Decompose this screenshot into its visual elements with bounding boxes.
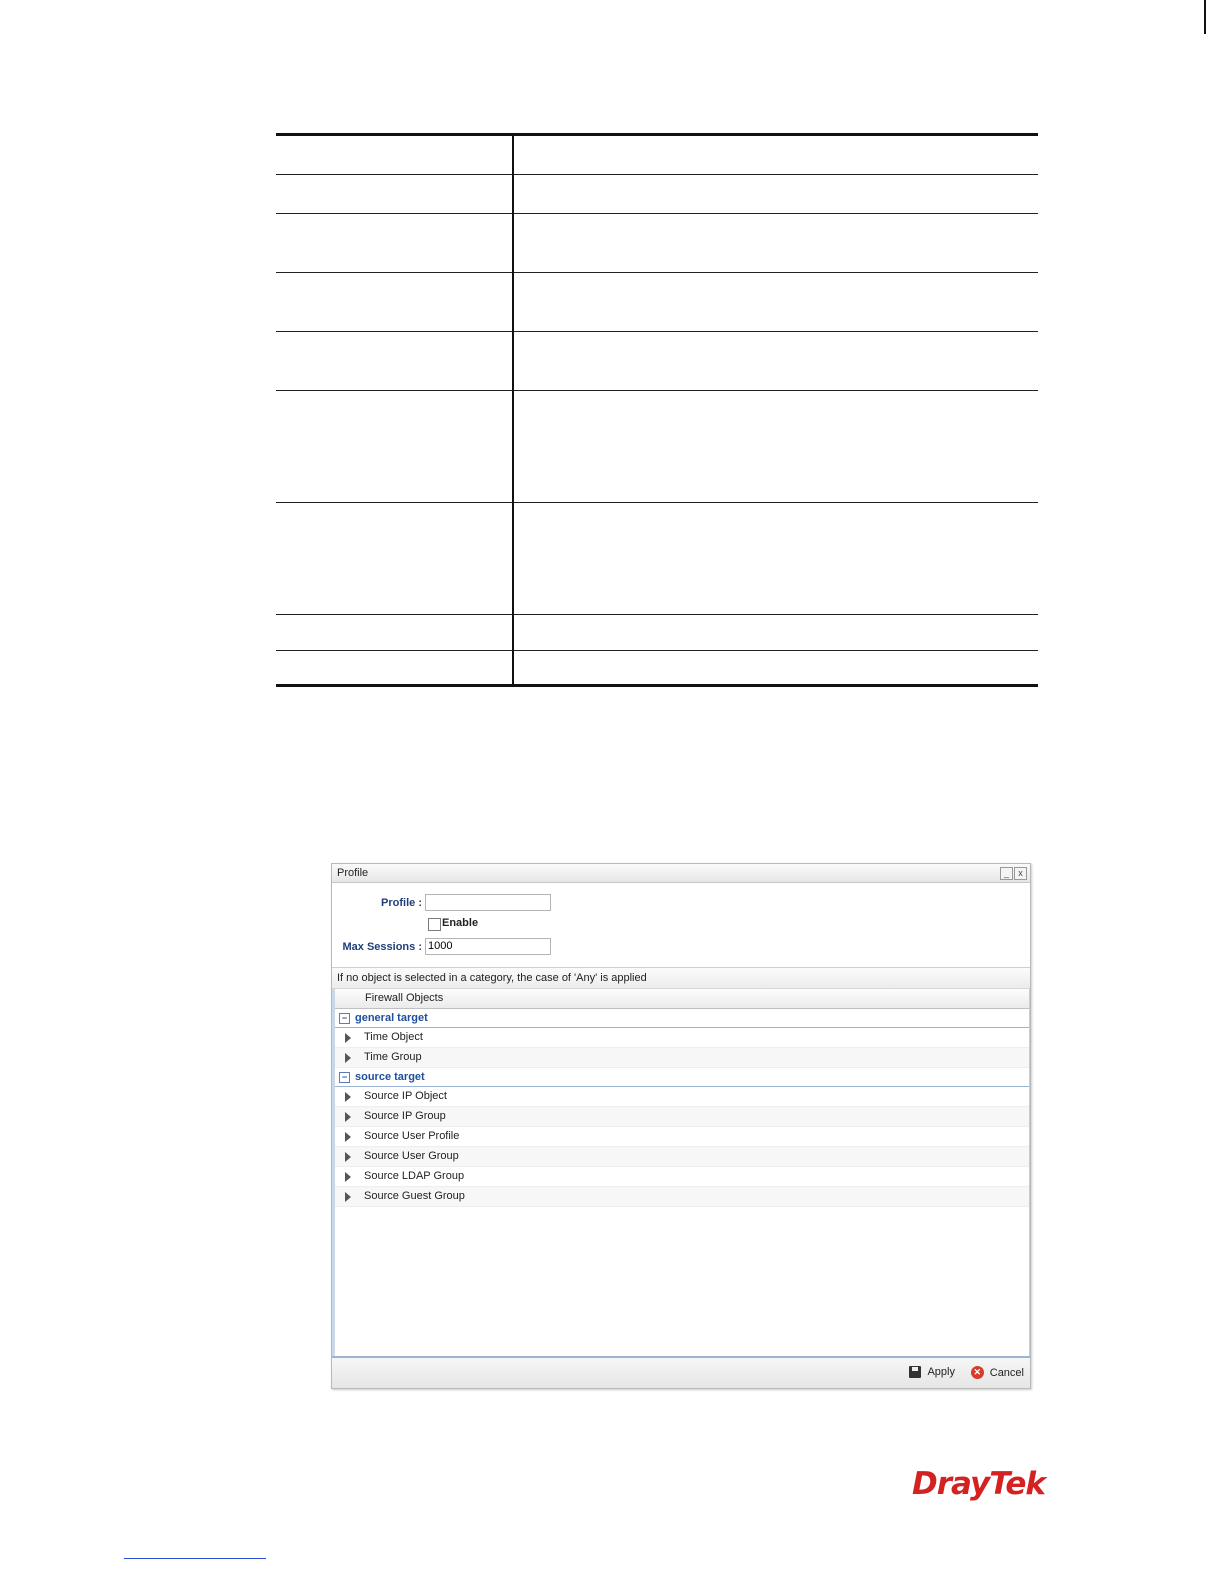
list-item[interactable]: [335, 1107, 1029, 1127]
enable-checkbox[interactable]: [428, 918, 441, 931]
item-label: Source IP Group: [364, 1110, 446, 1122]
group-label: source target: [355, 1071, 425, 1083]
expand-arrow-icon[interactable]: [345, 1092, 351, 1102]
table-row: [276, 175, 1038, 214]
window-footer: [332, 1356, 1030, 1388]
profile-form: [332, 883, 1030, 968]
expand-arrow-icon[interactable]: [345, 1053, 351, 1063]
list-item[interactable]: [335, 1028, 1029, 1048]
item-label: Time Group: [364, 1051, 422, 1063]
expand-arrow-icon[interactable]: [345, 1112, 351, 1122]
list-item[interactable]: [335, 1147, 1029, 1167]
expand-arrow-icon[interactable]: [345, 1033, 351, 1043]
info-bar: If no object is selected in a category, the case of 'Any' is applied: [332, 968, 1030, 989]
enable-label: Enable: [442, 917, 479, 929]
collapse-icon[interactable]: −: [339, 1013, 350, 1024]
table-row: [276, 391, 1038, 503]
description-table: [276, 133, 1038, 687]
group-source-target[interactable]: [335, 1068, 1029, 1087]
close-icon[interactable]: x: [1014, 867, 1027, 880]
firewall-objects-grid: [332, 989, 1030, 1359]
page-edge-rule: [1204, 0, 1206, 34]
profile-input[interactable]: [425, 894, 551, 911]
list-item[interactable]: [335, 1187, 1029, 1207]
list-item[interactable]: [335, 1167, 1029, 1187]
max-sessions-label: Max Sessions :: [342, 941, 422, 953]
draytek-logo: DrayTek: [912, 1466, 1045, 1502]
minimize-icon[interactable]: _: [1000, 867, 1013, 880]
table-row: [276, 332, 1038, 391]
table-row: [276, 135, 1038, 175]
list-item[interactable]: [335, 1127, 1029, 1147]
window-titlebar: [332, 864, 1030, 883]
cancel-label: Cancel: [989, 1366, 1024, 1379]
table-row: [276, 273, 1038, 332]
footer-link-underline[interactable]: [124, 1558, 266, 1559]
apply-button[interactable]: [909, 1366, 955, 1378]
window-title: Profile: [337, 867, 369, 879]
group-general-target[interactable]: [335, 1009, 1029, 1028]
expand-arrow-icon[interactable]: [345, 1172, 351, 1182]
item-label: Time Object: [364, 1031, 423, 1043]
table-row: [276, 503, 1038, 615]
cancel-button[interactable]: [971, 1366, 1024, 1379]
expand-arrow-icon[interactable]: [345, 1132, 351, 1142]
collapse-icon[interactable]: −: [339, 1072, 350, 1083]
save-icon: [909, 1366, 921, 1378]
profile-label: Profile :: [381, 897, 422, 909]
profile-window: [331, 863, 1031, 1389]
item-label: Source User Profile: [364, 1130, 460, 1142]
item-label: Source Guest Group: [364, 1190, 465, 1202]
grid-header: Firewall Objects: [335, 989, 1029, 1009]
max-sessions-input[interactable]: [425, 938, 551, 955]
cancel-icon: ✕: [971, 1366, 984, 1379]
item-label: Source User Group: [364, 1150, 459, 1162]
list-item[interactable]: [335, 1048, 1029, 1068]
apply-label: Apply: [927, 1366, 955, 1378]
table-row: [276, 214, 1038, 273]
item-label: Source LDAP Group: [364, 1170, 465, 1182]
table-row: [276, 651, 1038, 686]
expand-arrow-icon[interactable]: [345, 1152, 351, 1162]
expand-arrow-icon[interactable]: [345, 1192, 351, 1202]
list-item[interactable]: [335, 1087, 1029, 1107]
group-label: general target: [355, 1012, 428, 1024]
item-label: Source IP Object: [364, 1090, 447, 1102]
table-row: [276, 615, 1038, 651]
